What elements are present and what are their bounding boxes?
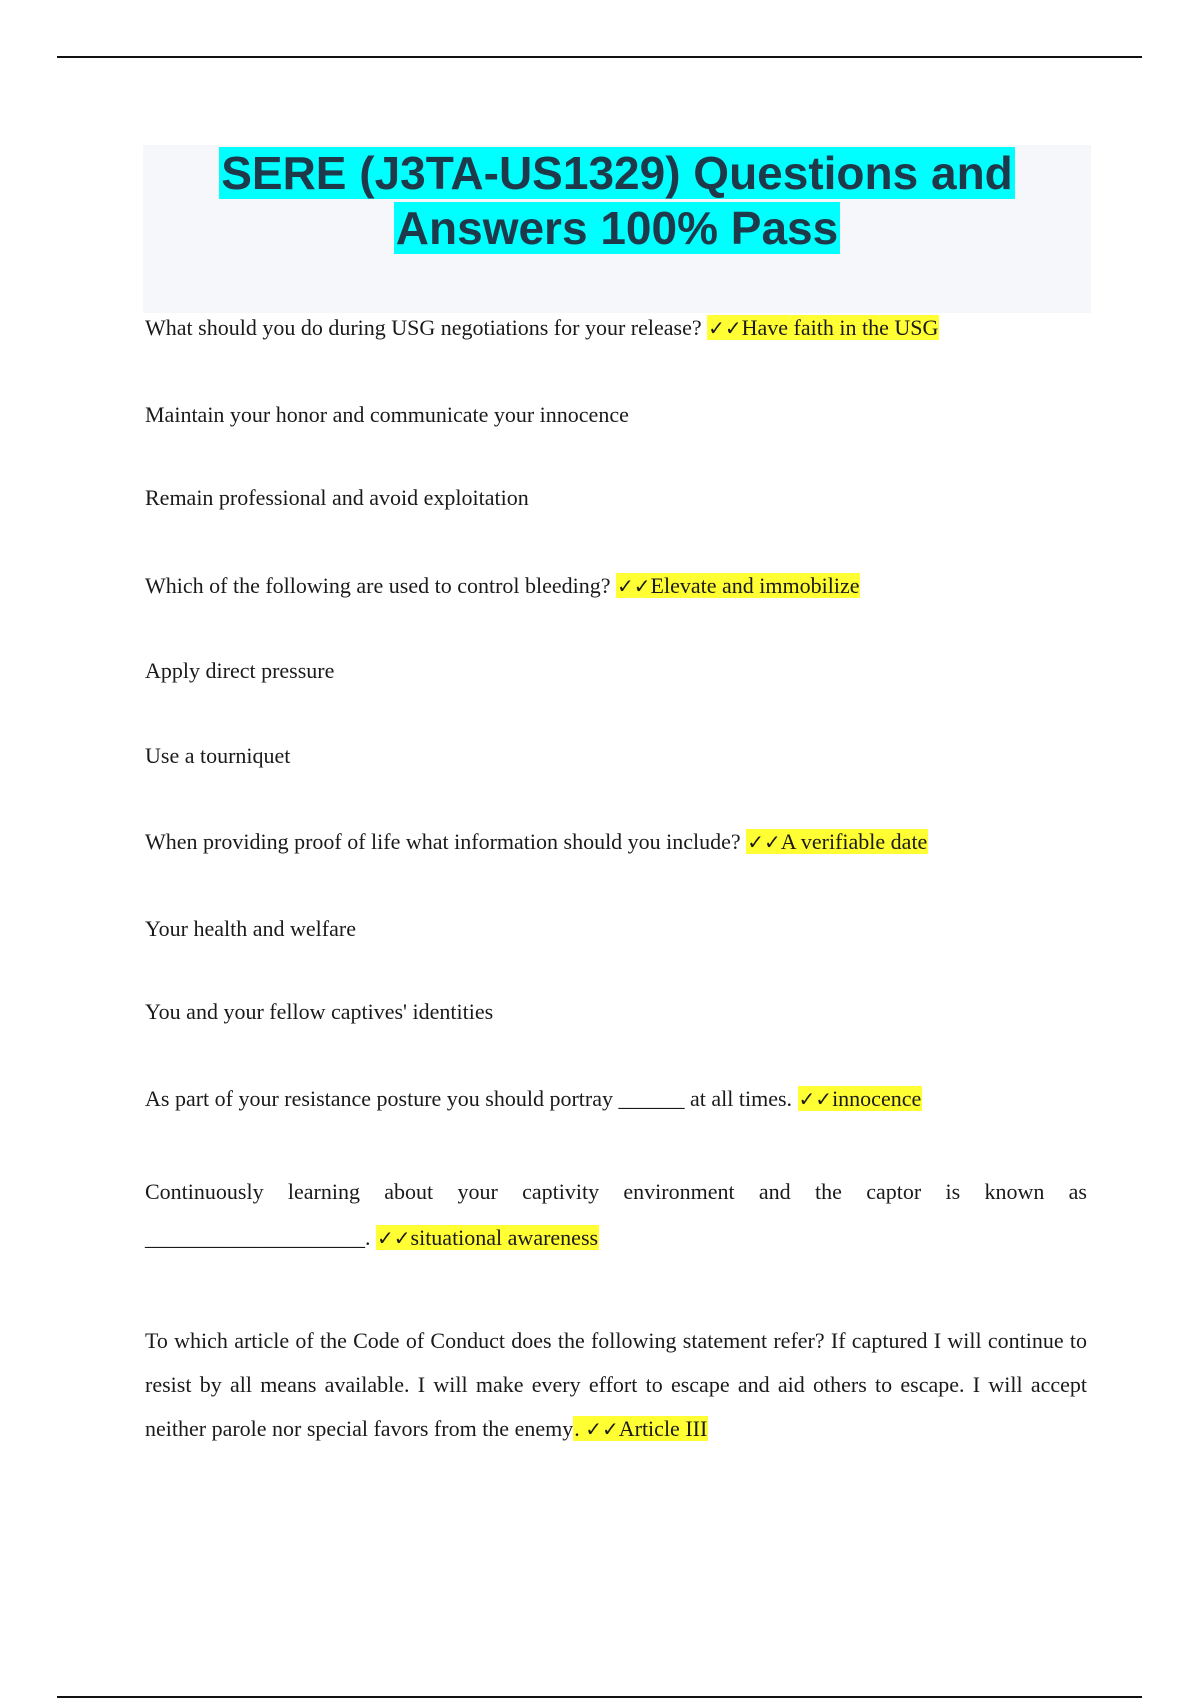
answer-highlight: ✓✓situational awareness [377, 1225, 599, 1250]
qa-line: Remain professional and avoid exploitation [145, 485, 529, 510]
document-title [143, 146, 1091, 256]
title-line-1: SERE (J3TA-US1329) Questions and [221, 147, 1013, 199]
double-check-icon: ✓✓ [747, 830, 781, 854]
answer-highlight: ✓✓Elevate and immobilize [617, 573, 860, 598]
page-top-rule [57, 56, 1142, 58]
double-check-icon: ✓✓ [377, 1226, 411, 1250]
qa-question-2: Which of the following are used to control bleeding? ✓✓Elevate and immobilize [145, 573, 860, 598]
qa-line: Use a tourniquet [145, 743, 291, 768]
answer-highlight: . ✓✓Article III [574, 1416, 708, 1441]
double-check-icon: ✓✓ [617, 574, 651, 598]
qa-question-6: To which article of the Code of Conduct does the following statement refer? If captured I will continue to resist by all means available. I will make every effort to escape and aid others to escape. I will accept neither parole nor special favors from the enemy. ✓✓Article III [145, 1328, 1087, 1441]
qa-question-5: Continuously learning about your captivity environment and the captor is known as ____________________. ✓✓situational awareness [145, 1179, 1087, 1250]
qa-line: Your health and welfare [145, 916, 356, 941]
double-check-icon: ✓✓ [585, 1417, 619, 1441]
qa-question-1: What should you do during USG negotiations for your release? ✓✓Have faith in the USG [145, 315, 939, 340]
qa-line: You and your fellow captives' identities [145, 999, 494, 1024]
answer-highlight: ✓✓innocence [798, 1086, 922, 1111]
qa-line: Apply direct pressure [145, 658, 335, 683]
answer-highlight: ✓✓Have faith in the USG [708, 315, 939, 340]
qa-line: Maintain your honor and communicate your innocence [145, 402, 629, 427]
double-check-icon: ✓✓ [708, 316, 742, 340]
page-bottom-rule [57, 1696, 1142, 1698]
answer-highlight: ✓✓A verifiable date [747, 829, 928, 854]
title-line-2: Answers 100% Pass [395, 202, 839, 254]
qa-question-3: When providing proof of life what information should you include? ✓✓A verifiable date [145, 829, 928, 854]
double-check-icon: ✓✓ [798, 1087, 833, 1111]
qa-question-4: As part of your resistance posture you should portray ______ at all times. ✓✓innocence [145, 1086, 922, 1111]
